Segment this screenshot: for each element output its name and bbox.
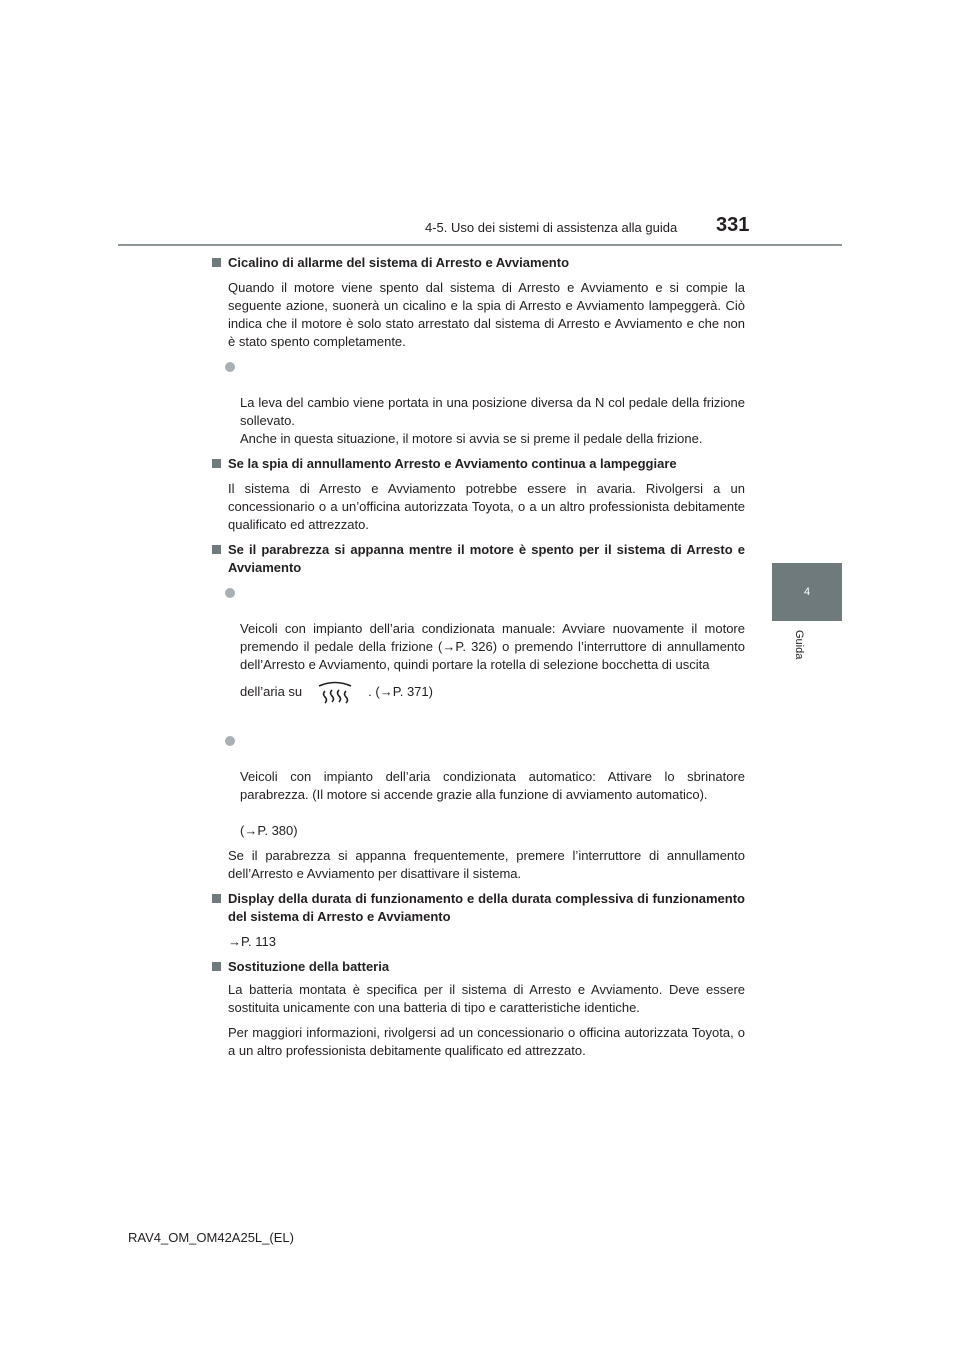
list-item-text: ) o premendo l’interruttore di annullamento dell’Arresto e Avviamento, quindi portare la rotella di selezione bocchetta di uscita [240,639,745,672]
chapter-tab [772,563,842,621]
paragraph: Quando il motore viene spento dal sistema di Arresto e Avviamento e si compie la seguente azione, suonerà un cicalino e la spia di Arresto e Avviamento lampeggerà. Ciò indica che il motore è solo stato arrestato dal sistema di Arresto e Avviamento e che non è stato spento completamente. [228,280,745,349]
ref-arrow: → [244,823,258,838]
list-item-text: dell’aria su [240,684,303,699]
paragraph: La batteria montata è specifica per il sistema di Arresto e Avviamento. Deve essere sostituita unicamente con una batteria di tipo e caratteristiche identiche. [228,982,745,1015]
paragraph: Se il parabrezza si appanna frequentemente, premere l’interruttore di annullamento dell’Arresto e Avviamento per disattivare il sistema. [228,848,745,881]
section-title-text: Display della durata di funzionamento e della durata complessiva di funzionamento del sistema di Arresto e Avviamento [228,891,745,924]
square-bullet-icon [212,258,221,267]
page-reference-link[interactable]: P. 113 [241,934,276,949]
windshield-defroster-icon [316,680,354,704]
list-item-text: ) [428,684,433,699]
page-reference-link[interactable]: P. 326 [455,639,493,654]
header-divider [118,244,842,246]
list-item-text: ) [293,823,298,838]
page-number: 331 [716,214,750,236]
section-title [212,958,745,976]
list-item-text: La leva del cambio viene portata in una posizione diversa da N col pedale della frizione sollevato. Anche in questa situazione, il motore si avvia se si preme il pedale della frizione. [240,395,745,446]
list-item-text: Veicoli con impianto dell’aria condizionata manuale: Avviare nuovamente il motore premendo il pedale della frizione ( [240,621,745,654]
chapter-tab-number: 4 [803,586,811,598]
list-item-text: Veicoli con impianto dell’aria condizionata automatico: Attivare lo sbrinatore parabrezza. (Il motore si accende grazie alla funzione di avviamento automatico). [240,769,745,802]
round-bullet-icon [225,736,235,746]
round-bullet-icon [225,362,235,372]
section-title-text: Sostituzione della batteria [228,959,390,974]
paragraph: Il sistema di Arresto e Avviamento potrebbe essere in avaria. Rivolgersi a un concessionario o a un’officina autorizzata Toyota, o a un altro professionista debitamente qualificato ed attrezzato. [228,481,745,532]
square-bullet-icon [212,459,221,468]
page-reference-link[interactable]: P. 380 [257,823,294,838]
list-item-text: ( [240,823,245,838]
section-title-text: Cicalino di allarme del sistema di Arresto e Avviamento [228,255,570,270]
list-item [212,732,745,840]
square-bullet-icon [212,962,221,971]
icon-line [240,677,745,707]
ref-arrow: → [442,639,456,654]
reference-line [212,933,745,951]
section-title [212,541,745,577]
list-item [212,358,745,448]
square-bullet-icon [212,894,221,903]
ref-arrow: → [379,684,393,699]
document-code: RAV4_OM_OM42A25L_(EL) [128,1230,294,1245]
square-bullet-icon [212,545,221,554]
section-title-text: Se la spia di annullamento Arresto e Avviamento continua a lampeggiare [228,456,677,471]
ref-arrow: → [228,934,241,949]
running-header-section: 4-5. Uso dei sistemi di assistenza alla guida [425,220,678,235]
round-bullet-icon [225,588,235,598]
list-item [212,584,745,725]
page-reference-link[interactable]: P. 371 [392,684,429,699]
chapter-tab-label: Guida [793,630,805,660]
section-title [212,254,745,272]
page-content [212,254,745,1060]
paragraph: Per maggiori informazioni, rivolgersi ad un concessionario o officina autorizzata Toyota, o a un altro professionista debitamente qualificato ed attrezzato. [228,1025,745,1058]
section-title [212,890,745,926]
list-item-text: . ( [368,684,380,699]
section-title [212,455,745,473]
section-title-text: Se il parabrezza si appanna mentre il motore è spento per il sistema di Arresto e Avviamento [228,542,745,575]
